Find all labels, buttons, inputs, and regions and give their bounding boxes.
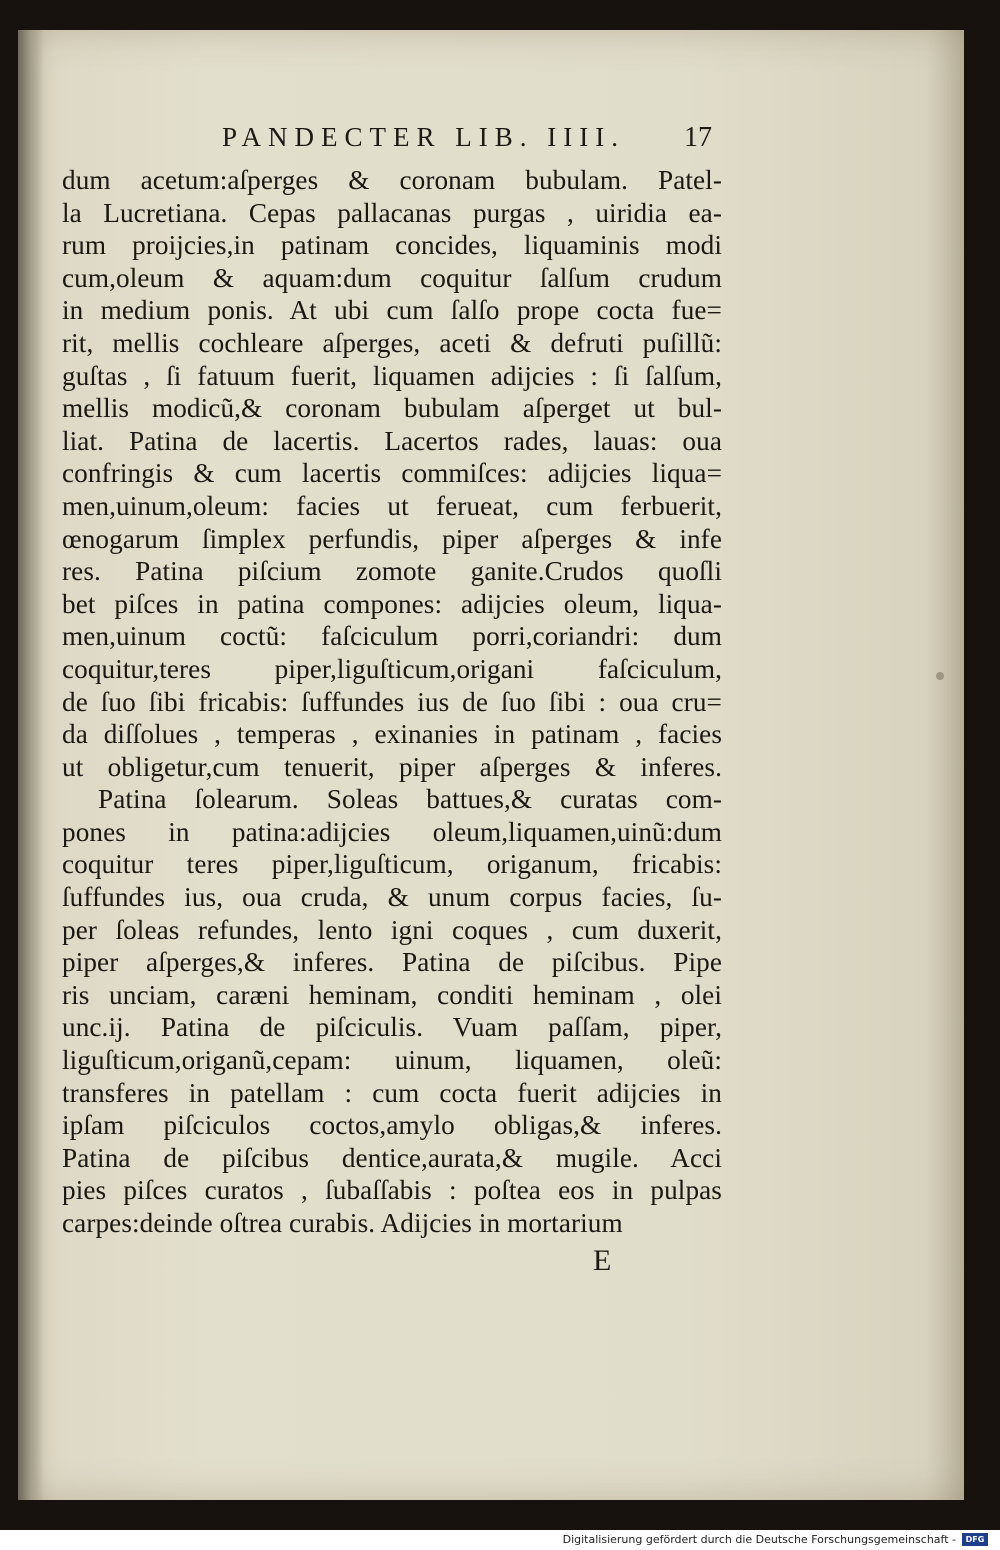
text-line: da diſſolues , temperas , exinanies in patinam , facies <box>62 719 722 750</box>
text-line: ipſam piſciculos coctos,amylo obligas,& inferes. <box>62 1110 722 1141</box>
text-line: de ſuo ſibi fricabis: ſuffundes ius de ſuo ſibi : oua cru= <box>62 686 722 717</box>
text-line: pones in patina:adijcies oleum,liquamen,uinũ:dum <box>62 816 722 847</box>
text-line: bet piſces in patina compones: adijcies oleum, liqua- <box>62 588 722 619</box>
text-line: œnogarum ſimplex perfundis, piper aſperges & infe <box>62 523 722 554</box>
funding-credit: Digitalisierung gefördert durch die Deutsche Forschungsgemeinschaft - <box>562 1533 956 1546</box>
text-line: men,uinum coctũ: faſciculum porri,coriandri: dum <box>62 621 722 652</box>
body-text <box>62 164 722 1240</box>
text-line: ut obligetur,cum tenuerit, piper aſperges & inferes. <box>62 751 722 782</box>
text-line: liat. Patina de lacertis. Lacertos rades, lauas: oua <box>62 425 722 456</box>
page-spine-shadow <box>18 30 44 1500</box>
dfg-logo: DFG <box>962 1533 988 1546</box>
text-line: in medium ponis. At ubi cum ſalſo prope cocta fue= <box>62 295 722 326</box>
text-line: ſuffundes ius, oua cruda, & unum corpus facies, ſu- <box>62 882 722 913</box>
text-line: carpes:deinde oſtrea curabis. Adijcies in mortarium <box>62 1208 623 1238</box>
text-line: unc.ij. Patina de piſciculis. Vuam paſſam, piper, <box>62 1012 722 1043</box>
text-line: res. Patina piſcium zomote ganite.Crudos quoſli <box>62 556 722 587</box>
text-line: mellis modicũ,& coronam bubulam aſperget ut bul- <box>62 393 722 424</box>
text-line: pies piſces curatos , ſubaſſabis : poſtea eos in pulpas <box>62 1175 722 1206</box>
text-line: piper aſperges,& inferes. Patina de piſcibus. Pipe <box>62 947 722 978</box>
text-line: transferes in patellam : cum cocta fuerit adijcies in <box>62 1077 722 1108</box>
page-number: 17 <box>684 122 712 153</box>
footer-bar <box>0 1530 1000 1550</box>
text-line: rum proijcies,in patinam concides, liquaminis modi <box>62 230 722 261</box>
text-line: Patina de piſcibus dentice,aurata,& mugile. Acci <box>62 1142 722 1173</box>
text-line: coquitur teres piper,liguſticum, origanum, fricabis: <box>62 849 722 880</box>
text-line: Patina ſolearum. Soleas battues,& curatas com- <box>98 784 722 815</box>
running-head <box>0 122 1000 162</box>
catchword: E <box>593 1244 612 1277</box>
ink-speck <box>936 672 944 680</box>
text-line: rit, mellis cochleare aſperges, aceti & defruti puſillũ: <box>62 327 722 358</box>
text-line: men,uinum,oleum: facies ut ferueat, cum ferbuerit, <box>62 490 722 521</box>
text-line: dum acetum:aſperges & coronam bubulam. Patel- <box>62 165 722 195</box>
text-line: ris unciam, caræni heminam, conditi heminam , olei <box>62 979 722 1010</box>
text-line: confringis & cum lacertis commiſces: adijcies liqua= <box>62 458 722 489</box>
text-line: la Lucretiana. Cepas pallacanas purgas , uiridia ea- <box>62 197 722 228</box>
running-title: PANDECTER LIB. IIII. <box>222 122 625 152</box>
text-line: liguſticum,origanũ,cepam: uinum, liquamen, oleũ: <box>62 1045 722 1076</box>
text-line: cum,oleum & aquam:dum coquitur ſalſum crudum <box>62 262 722 293</box>
text-line: coquitur,teres piper,liguſticum,origani faſciculum, <box>62 653 722 684</box>
text-line: per ſoleas refundes, lento igni coques , cum duxerit, <box>62 914 722 945</box>
text-line: guſtas , ſi fatuum fuerit, liquamen adijcies : ſi ſalſum, <box>62 360 722 391</box>
